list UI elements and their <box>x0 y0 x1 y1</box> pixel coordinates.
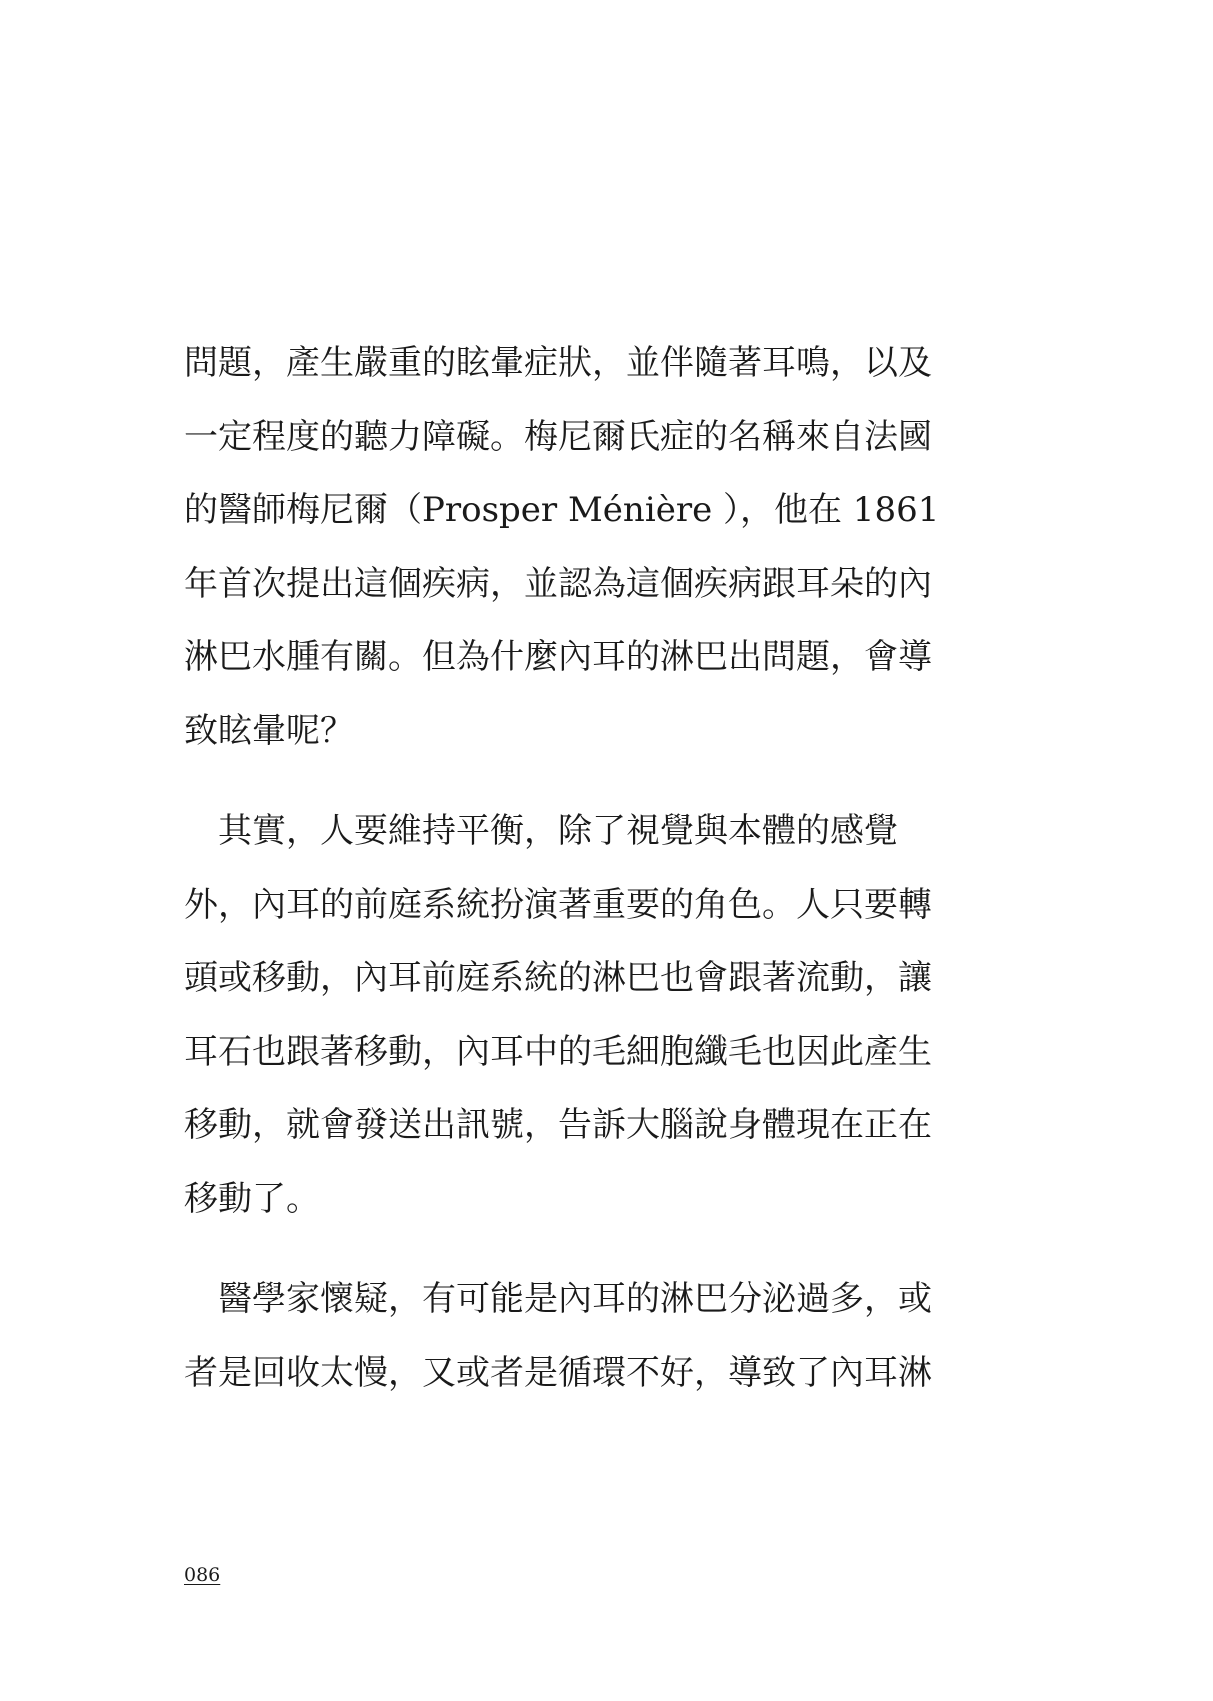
text-line: 淋巴水腫有關。但為什麼內耳的淋巴出問題，會導 <box>184 637 932 677</box>
text-line: 的醫師梅尼爾（Prosper Ménière ），他在 1861 <box>184 490 940 530</box>
text-line: 移動，就會發送出訊號，告訴大腦說身體現在正在 <box>184 1105 932 1145</box>
text-line: 醫學家懷疑，有可能是內耳的淋巴分泌過多，或 <box>218 1279 932 1319</box>
text-line: 外，內耳的前庭系統扮演著重要的角色。人只要轉 <box>184 884 932 925</box>
text-line: 其實，人要維持平衡，除了視覺與本體的感覺 <box>218 811 898 851</box>
paragraph-3 <box>184 1263 996 1410</box>
page-number: 086 <box>184 1564 221 1586</box>
paragraph-2 <box>184 795 996 1236</box>
text-line: 耳石也跟著移動，內耳中的毛細胞纖毛也因此產生 <box>184 1031 932 1072</box>
text-line: 致眩暈呢？ <box>184 710 354 751</box>
text-line: 年首次提出這個疾病，並認為這個疾病跟耳朵的內 <box>184 563 932 604</box>
text-line: 頭或移動，內耳前庭系統的淋巴也會跟著流動，讓 <box>184 958 932 998</box>
text-line: 者是回收太慢，又或者是循環不好，導致了內耳淋 <box>184 1352 932 1393</box>
text-line: 一定程度的聽力障礙。梅尼爾氏症的名稱來自法國 <box>184 416 932 457</box>
paragraph-1 <box>184 327 996 768</box>
text-line: 問題，產生嚴重的眩暈症狀，並伴隨著耳鳴，以及 <box>184 343 932 383</box>
text-line: 移動了。 <box>184 1178 320 1219</box>
